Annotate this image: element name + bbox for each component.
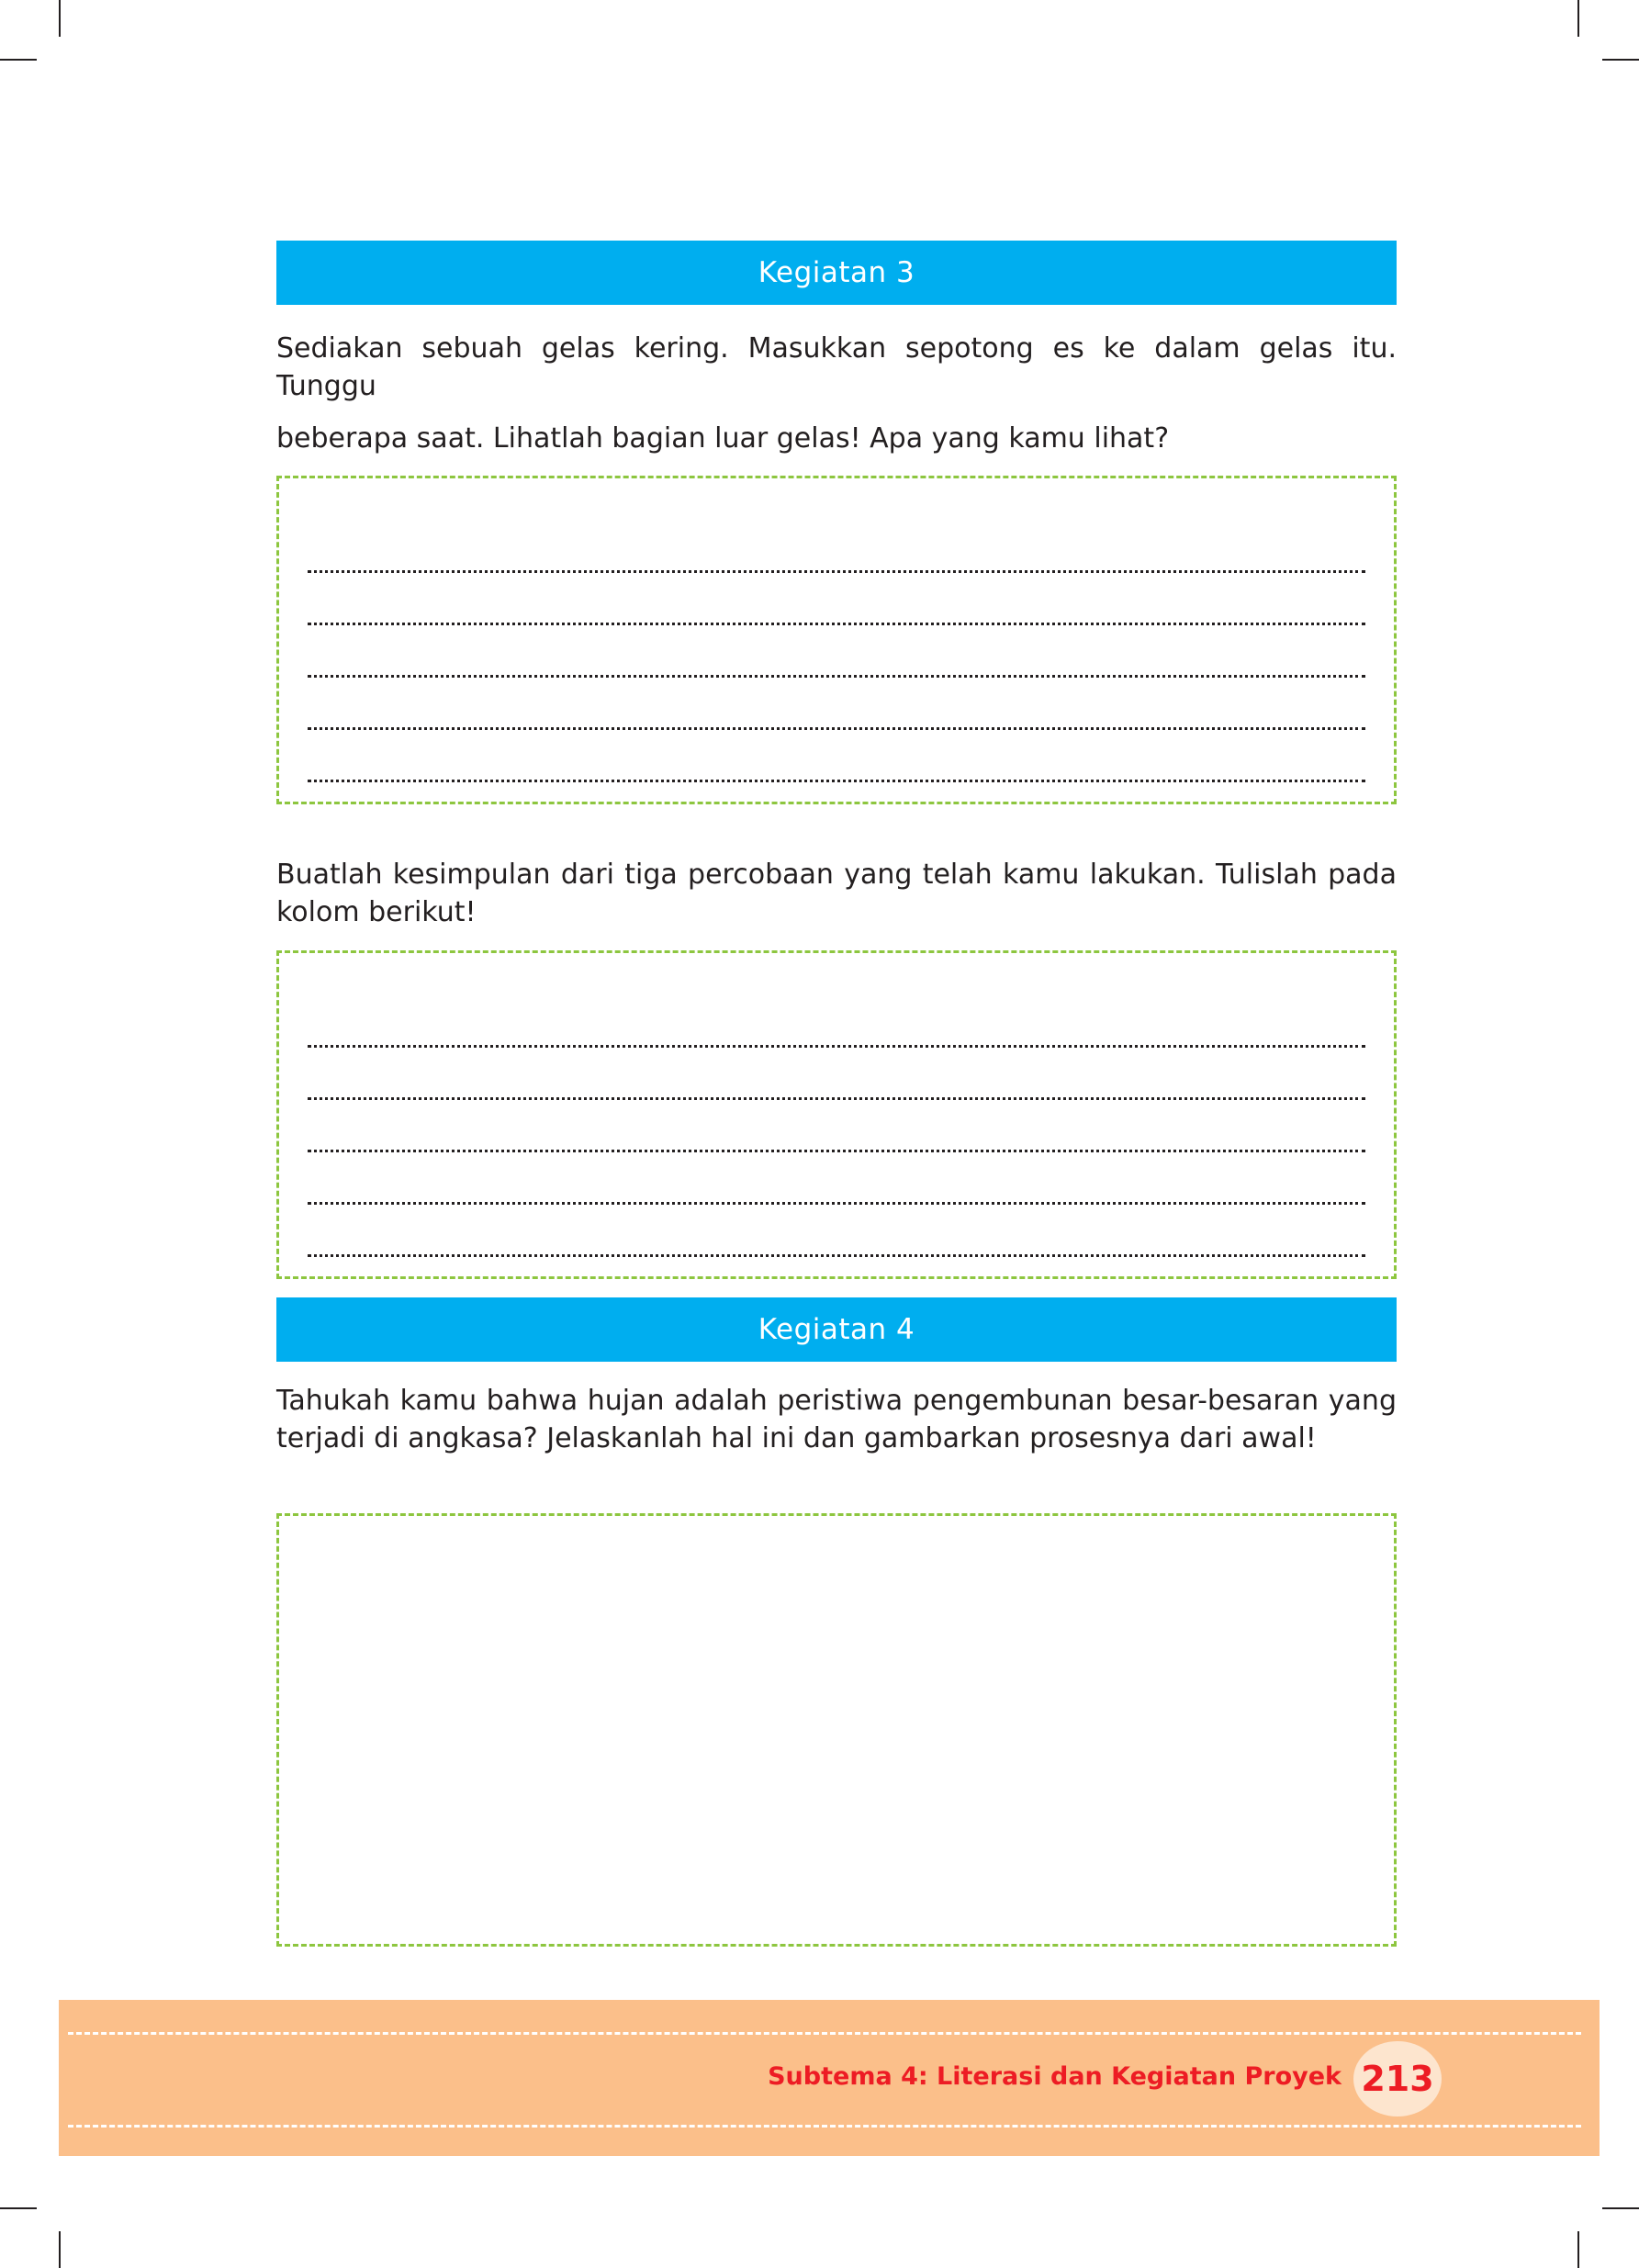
footer-divider bbox=[68, 2125, 1581, 2128]
answer-line[interactable] bbox=[308, 1045, 1365, 1048]
activity4-drawing-box[interactable] bbox=[276, 1513, 1397, 1947]
footer-subtema: Subtema 4: Literasi dan Kegiatan Proyek bbox=[768, 2062, 1342, 2091]
crop-mark bbox=[1602, 59, 1639, 61]
answer-line[interactable] bbox=[308, 1097, 1365, 1100]
activity3-heading-text: Kegiatan 3 bbox=[758, 256, 915, 289]
page-number: 213 bbox=[1353, 2041, 1442, 2116]
activity4-instruction: Tahukah kamu bahwa hujan adalah peristiwa pengembunan besar-besaran yang terjadi di angkasa? Jelaskanlah hal ini dan gambarkan prosesnya dari awal! bbox=[276, 1385, 1397, 1454]
conclusion-answer-box[interactable] bbox=[276, 950, 1397, 1279]
activity4-heading bbox=[276, 1297, 1397, 1362]
activity3-instruction-line1: Sediakan sebuah gelas kering. Masukkan sepotong es ke dalam gelas itu. Tunggu bbox=[276, 332, 1397, 402]
answer-line[interactable] bbox=[308, 1254, 1365, 1257]
activity4-heading-text: Kegiatan 4 bbox=[758, 1313, 915, 1346]
answer-line[interactable] bbox=[308, 675, 1365, 678]
answer-line[interactable] bbox=[308, 780, 1365, 782]
answer-line[interactable] bbox=[308, 570, 1365, 573]
crop-mark bbox=[1577, 0, 1579, 37]
answer-line[interactable] bbox=[308, 727, 1365, 730]
crop-mark bbox=[59, 0, 61, 37]
page-footer bbox=[59, 2000, 1600, 2156]
activity3-instruction-line2: beberapa saat. Lihatlah bagian luar gelas! Apa yang kamu lihat? bbox=[276, 422, 1170, 455]
crop-mark bbox=[59, 2231, 61, 2268]
answer-line[interactable] bbox=[308, 623, 1365, 625]
conclusion-instruction: Buatlah kesimpulan dari tiga percobaan yang telah kamu lakukan. Tulislah pada kolom berikut! bbox=[276, 859, 1397, 928]
crop-mark bbox=[0, 2207, 37, 2209]
activity3-heading bbox=[276, 241, 1397, 305]
footer-divider bbox=[68, 2032, 1581, 2035]
activity3-answer-box[interactable] bbox=[276, 476, 1397, 804]
answer-line[interactable] bbox=[308, 1202, 1365, 1205]
crop-mark bbox=[1577, 2231, 1579, 2268]
crop-mark bbox=[1602, 2207, 1639, 2209]
answer-line[interactable] bbox=[308, 1150, 1365, 1152]
crop-mark bbox=[0, 59, 37, 61]
